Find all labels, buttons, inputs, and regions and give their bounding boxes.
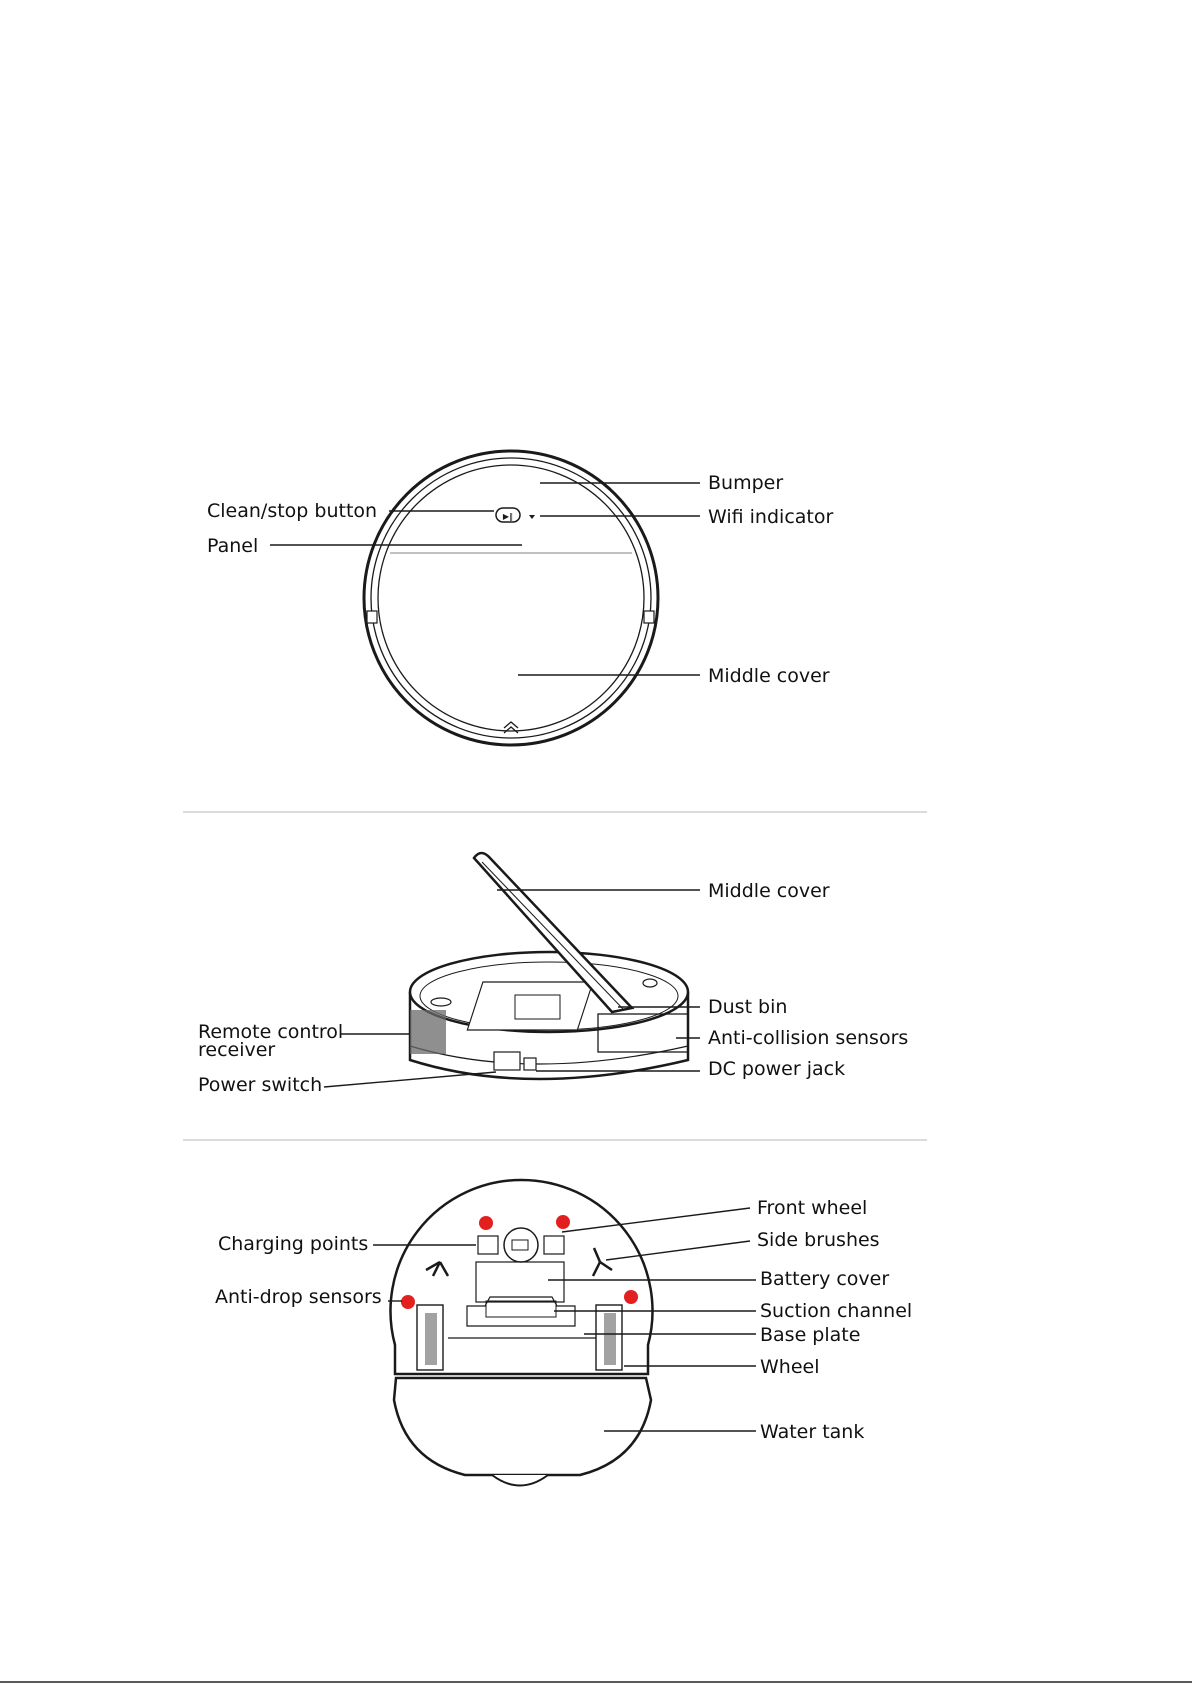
label-dc-power-jack: DC power jack: [708, 1058, 846, 1080]
play-pause-icon: ▶‖: [502, 512, 514, 521]
label-wheel: Wheel: [760, 1356, 820, 1378]
label-anti-collision-sensors: Anti-collision sensors: [708, 1027, 909, 1049]
bumper-notch-right: [644, 611, 654, 623]
leader-power-switch: [324, 1072, 496, 1087]
dc-power-jack: [524, 1058, 536, 1070]
bottom-view-figure: [215, 1180, 912, 1486]
charging-point-marker-left: [479, 1216, 493, 1230]
right-wheel-tread: [604, 1313, 616, 1365]
label-charging-points: Charging points: [218, 1233, 369, 1255]
label-remote-control-line2: receiver: [198, 1039, 276, 1061]
label-battery-cover: Battery cover: [760, 1268, 890, 1290]
label-clean-stop-button: Clean/stop button: [207, 500, 378, 522]
water-tank-nub: [492, 1475, 548, 1486]
label-panel: Panel: [207, 535, 259, 557]
label-power-switch: Power switch: [198, 1074, 323, 1096]
label-base-plate: Base plate: [760, 1324, 861, 1346]
label-remote-control-line1: Remote control: [198, 1021, 344, 1043]
label-side-middle-cover: Middle cover: [708, 880, 830, 902]
anti-drop-marker-left: [401, 1295, 415, 1309]
dust-bin-cavity: [467, 982, 593, 1030]
label-side-brushes: Side brushes: [757, 1229, 880, 1251]
bumper-notch-left: [367, 611, 377, 623]
left-wheel-tread: [425, 1313, 437, 1365]
label-wifi-indicator: Wifi indicator: [708, 506, 834, 528]
front-wheel: [504, 1228, 538, 1262]
label-anti-drop-sensors: Anti-drop sensors: [215, 1286, 382, 1308]
side-view-figure: [198, 853, 908, 1096]
top-view-figure: [207, 451, 833, 745]
anti-drop-marker-right: [624, 1290, 638, 1304]
label-bumper: Bumper: [708, 472, 784, 494]
label-middle-cover: Middle cover: [708, 665, 830, 687]
label-suction-channel: Suction channel: [760, 1300, 913, 1322]
label-front-wheel: Front wheel: [757, 1197, 868, 1219]
bumper-outer-ring: [364, 451, 658, 745]
label-dust-bin: Dust bin: [708, 996, 788, 1018]
remote-control-receiver-grille: [410, 1010, 446, 1054]
charging-point-marker-right: [556, 1215, 570, 1229]
water-tank: [394, 1378, 651, 1475]
label-water-tank: Water tank: [760, 1421, 865, 1443]
power-switch: [494, 1052, 520, 1070]
